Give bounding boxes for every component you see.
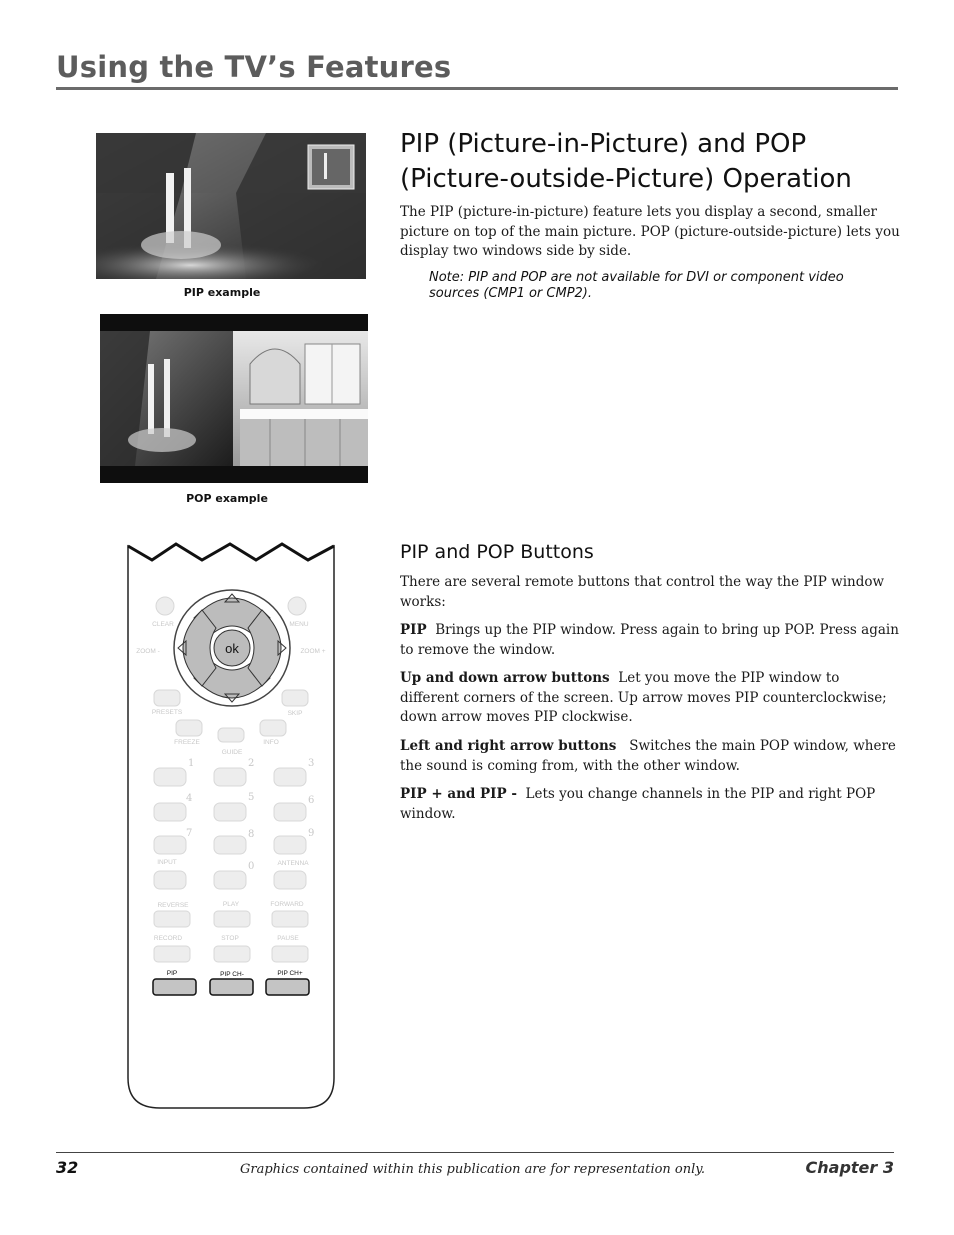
digit-6-label: 6 — [308, 795, 315, 806]
leftright-button-text: Switches the main POP window, where the sound is coming from, with the other window. — [400, 738, 896, 774]
pip-channel-term: PIP + and PIP - — [400, 786, 517, 802]
updown-button-text: Let you move the PIP window to different corners of the screen. Up arrow moves PIP counterclockwise; down arrow moves PIP clockwise. — [400, 670, 887, 725]
pip-channel-desc — [400, 785, 900, 824]
remote-control-illustration — [124, 538, 340, 1113]
pip-ch-minus-button[interactable] — [210, 979, 253, 995]
buttons-intro: There are several remote buttons that control the way the PIP window works: — [400, 574, 885, 610]
digit-6-button[interactable] — [274, 803, 306, 821]
digit-1-button[interactable] — [154, 768, 186, 786]
ok-label: ok — [225, 641, 239, 656]
pip-example-caption: PIP example — [183, 286, 261, 299]
presets-button[interactable] — [154, 690, 180, 706]
pip-channel-text: Lets you change channels in the PIP and right POP window. — [400, 786, 876, 822]
digit-5-button[interactable] — [214, 803, 246, 821]
pip-button-term: PIP — [400, 622, 427, 638]
input-label: INPUT — [157, 859, 177, 866]
skip-label: SKIP — [287, 710, 303, 717]
digit-2-button[interactable] — [214, 768, 246, 786]
pop-example-image — [100, 314, 368, 483]
zoom-plus-label: ZOOM + — [300, 648, 326, 655]
digit-3-label: 3 — [308, 758, 315, 769]
antenna-button[interactable] — [274, 871, 306, 889]
pause-button[interactable] — [272, 946, 308, 962]
footer-note: Graphics contained within this publication are for representation only. — [240, 1162, 706, 1177]
stop-label: STOP — [221, 935, 239, 942]
pip-ch-plus-label: PIP CH+ — [277, 970, 303, 977]
digit-4-label: 4 — [186, 793, 193, 804]
zoom-minus-label: ZOOM - — [136, 648, 160, 655]
digit-0-button[interactable] — [214, 871, 246, 889]
digit-9-label: 9 — [308, 828, 315, 839]
buttons-section-title: PIP and POP Buttons — [400, 541, 594, 563]
forward-label: FORWARD — [270, 901, 304, 908]
forward-button[interactable] — [272, 911, 308, 927]
leftright-button-term: Left and right arrow buttons — [400, 738, 617, 754]
freeze-button[interactable] — [176, 720, 202, 736]
stop-button[interactable] — [214, 946, 250, 962]
digit-0-label: 0 — [248, 861, 255, 872]
dpad — [174, 590, 290, 706]
digit-4-button[interactable] — [154, 803, 186, 821]
section-title: PIP (Picture-in-Picture) and POP (Picture-outside-Picture) Operation — [400, 129, 852, 194]
freeze-label: FREEZE — [174, 739, 200, 746]
pip-button-desc — [400, 621, 900, 660]
menu-label: MENU — [289, 621, 309, 628]
digit-1-label: 1 — [188, 758, 195, 769]
guide-button[interactable] — [218, 728, 244, 742]
leftright-button-desc — [400, 737, 900, 776]
digit-9-button[interactable] — [274, 836, 306, 854]
reverse-label: REVERSE — [157, 902, 189, 909]
digit-8-button[interactable] — [214, 836, 246, 854]
pip-ch-plus-button[interactable] — [266, 979, 309, 995]
footer-rule — [56, 1152, 894, 1153]
digit-7-label: 7 — [186, 828, 193, 839]
pop-example-caption: POP example — [186, 492, 268, 505]
skip-button[interactable] — [282, 690, 308, 706]
section-note: Note: PIP and POP are not available for DVI or component video sources (CMP1 or CMP2). — [429, 270, 844, 301]
info-button[interactable] — [260, 720, 286, 736]
digit-2-label: 2 — [248, 758, 255, 769]
section-intro: The PIP (picture-in-picture) feature lets you display a second, smaller picture on top of the main picture. POP (picture-outside-picture) lets you display two windows side by side. — [400, 204, 900, 259]
header-rule — [56, 87, 898, 90]
antenna-label: ANTENNA — [277, 860, 309, 867]
presets-label: PRESETS — [151, 709, 183, 716]
pause-label: PAUSE — [277, 935, 299, 942]
digit-8-label: 8 — [248, 829, 255, 840]
pip-button-text: Brings up the PIP window. Press again to bring up POP. Press again to remove the window. — [400, 622, 899, 658]
updown-button-desc — [400, 669, 900, 728]
info-label: INFO — [263, 739, 279, 746]
digit-7-button[interactable] — [154, 836, 186, 854]
play-label: PLAY — [222, 901, 240, 908]
menu-button[interactable] — [288, 597, 306, 615]
input-button[interactable] — [154, 871, 186, 889]
digit-5-label: 5 — [248, 792, 255, 803]
digit-3-button[interactable] — [274, 768, 306, 786]
chapter-label: Chapter 3 — [805, 1158, 894, 1177]
guide-label: GUIDE — [221, 749, 243, 756]
pip-ch-minus-label: PIP CH- — [220, 971, 244, 978]
play-button[interactable] — [214, 911, 250, 927]
clear-label: CLEAR — [152, 621, 174, 628]
page-header-title: Using the TV’s Features — [56, 50, 452, 84]
reverse-button[interactable] — [154, 911, 190, 927]
record-label: RECORD — [153, 935, 183, 942]
record-button[interactable] — [154, 946, 190, 962]
pip-label: PIP — [166, 970, 178, 977]
clear-button[interactable] — [156, 597, 174, 615]
page-number: 32 — [56, 1158, 79, 1177]
pip-button[interactable] — [153, 979, 196, 995]
pip-example-image — [96, 133, 366, 279]
updown-button-term: Up and down arrow buttons — [400, 670, 610, 686]
